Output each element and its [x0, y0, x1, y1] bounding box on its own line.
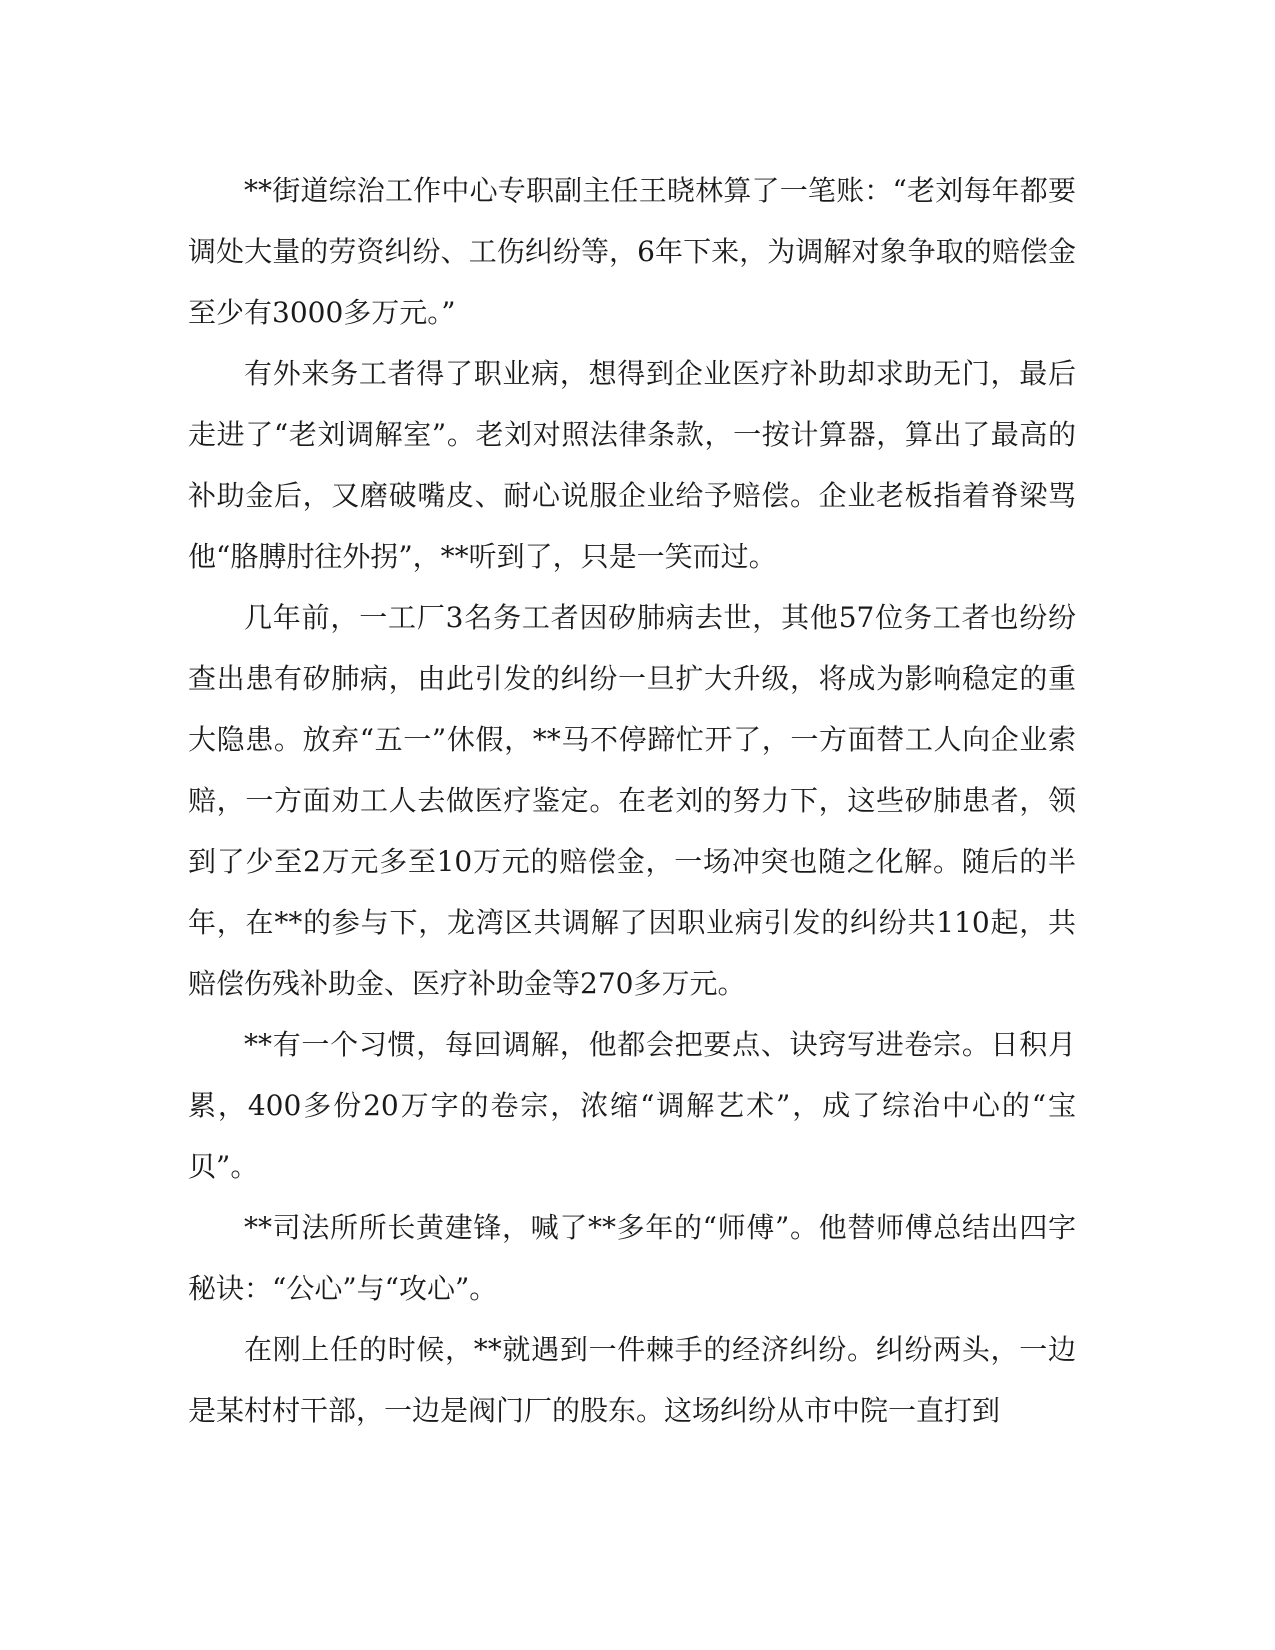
- paragraph-1: **街道综治工作中心专职副主任王晓林算了一笔账：“老刘每年都要调处大量的劳资纠纷、工伤纠纷等，6年下来，为调解对象争取的赔偿金至少有3000多万元。”: [188, 174, 1076, 329]
- paragraph-2: 有外来务工者得了职业病，想得到企业医疗补助却求助无门，最后走进了“老刘调解室”。老刘对照法律条款，一按计算器，算出了最高的补助金后，又磨破嘴皮、耐心说服企业给予赔偿。企业老板指着脊梁骂他“胳膊肘往外拐”，**听到了，只是一笑而过。: [188, 357, 1076, 573]
- paragraph-5: **司法所所长黄建锋，喊了**多年的“师傅”。他替师傅总结出四字秘诀：“公心”与“攻心”。: [188, 1211, 1076, 1305]
- paragraph-3: 几年前，一工厂3名务工者因矽肺病去世，其他57位务工者也纷纷查出患有矽肺病，由此引发的纠纷一旦扩大升级，将成为影响稳定的重大隐患。放弃“五一”休假，**马不停蹄忙开了，一方面替工人向企业索赔，一方面劝工人去做医疗鉴定。在老刘的努力下，这些矽肺患者，领到了少至2万元多至10万元的赔偿金，一场冲突也随之化解。随后的半年，在**的参与下，龙湾区共调解了因职业病引发的纠纷共110起，共赔偿伤残补助金、医疗补助金等270多万元。: [188, 601, 1076, 1000]
- document-body: [188, 160, 1076, 1441]
- paragraph-6: 在刚上任的时候，**就遇到一件棘手的经济纠纷。纠纷两头，一边是某村村干部，一边是阀门厂的股东。这场纠纷从市中院一直打到: [188, 1333, 1076, 1427]
- paragraph-4: **有一个习惯，每回调解，他都会把要点、诀窍写进卷宗。日积月累，400多份20万字的卷宗，浓缩“调解艺术”，成了综治中心的“宝贝”。: [188, 1028, 1076, 1183]
